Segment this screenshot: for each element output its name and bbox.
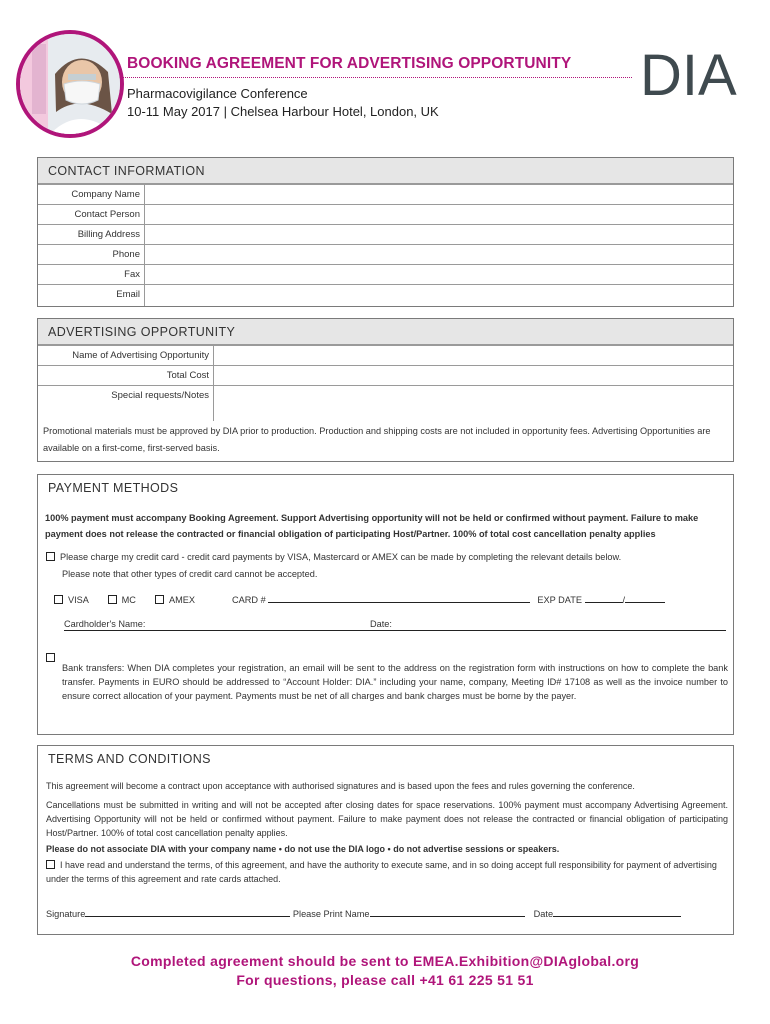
promotional-note: Promotional materials must be approved by DIA prior to production. Production and shipping costs are not included in opportunity fees. Advertising Opportunities are available on a first-come, first-served basis. <box>43 426 711 453</box>
agree-checkbox[interactable] <box>46 860 55 869</box>
contact-person-field[interactable] <box>145 205 733 224</box>
footer-email-line: Completed agreement should be sent to EMEA.Exhibition@DIAglobal.org <box>130 953 640 969</box>
exp-date-label: EXP DATE <box>537 595 582 605</box>
card-number-field[interactable] <box>268 592 530 603</box>
advertising-heading: ADVERTISING OPPORTUNITY <box>38 319 733 345</box>
agree-option <box>46 858 728 886</box>
advertising-section <box>37 318 734 462</box>
signature-label: Signature <box>46 909 86 919</box>
amex-checkbox[interactable] <box>155 595 164 604</box>
adv-row-cost <box>38 365 733 385</box>
credit-card-checkbox[interactable] <box>46 552 55 561</box>
visa-label: VISA <box>68 595 89 605</box>
cardholder-row <box>64 616 726 631</box>
footer-phone-line: For questions, please call +41 61 225 51 51 <box>236 972 534 988</box>
phone-field[interactable] <box>145 245 733 264</box>
payment-section <box>37 474 734 735</box>
fax-label: Fax <box>38 265 145 284</box>
contact-section <box>37 157 734 307</box>
signature-row <box>46 906 728 922</box>
special-requests-label: Special requests/Notes <box>38 386 214 421</box>
company-name-label: Company Name <box>38 185 145 204</box>
payment-bold-note: 100% payment must accompany Booking Agreement. Support Advertising opportunity will not be held or confirmed without payment. Failure to make payment does not release the contracted or financial obligation of participating Host/Partner. 100% of total cost cancellation penalty applies <box>45 513 699 539</box>
contact-person-label: Contact Person <box>38 205 145 224</box>
mc-checkbox[interactable] <box>108 595 117 604</box>
billing-address-label: Billing Address <box>38 225 145 244</box>
card-type-row <box>54 592 195 608</box>
phone-label: Phone <box>38 245 145 264</box>
contact-heading: CONTACT INFORMATION <box>38 158 733 184</box>
dia-logo <box>640 47 748 99</box>
person-with-mask-image <box>20 34 120 134</box>
cardholder-date-label: Date: <box>370 619 392 629</box>
conference-name: Pharmacovigilance Conference <box>127 86 308 101</box>
terms-paragraph-2: Cancellations must be submitted in writing and will not be accepted after closing dates for space reservations. 100% payment must accompany Advertising Agreement. Advertising Opportunity will not be held or confirmed without payment. Failure to make payment does not release the contracted or financial obligation of participating Host/Partner. 100% of total cost cancellation penalty applies. <box>46 800 728 838</box>
terms-heading: TERMS AND CONDITIONS <box>48 752 211 766</box>
opportunity-name-label: Name of Advertising Opportunity <box>38 346 214 365</box>
page-title: BOOKING AGREEMENT FOR ADVERTISING OPPORTUNITY <box>127 55 572 72</box>
bank-transfer-checkbox[interactable] <box>46 653 55 662</box>
cardholder-name-field[interactable] <box>194 616 394 630</box>
terms-date-label: Date <box>533 909 554 919</box>
adv-row-notes <box>38 385 733 421</box>
payment-heading: PAYMENT METHODS <box>48 481 179 495</box>
total-cost-label: Total Cost <box>38 366 214 385</box>
credit-card-note: Please note that other types of credit card cannot be accepted. <box>62 569 318 579</box>
email-label: Email <box>38 285 145 306</box>
mc-label: MC <box>121 595 136 605</box>
contact-row-email <box>38 284 733 305</box>
cardholder-name-label: Cardholder's Name: <box>64 619 146 629</box>
terms-section <box>37 745 734 935</box>
visa-checkbox[interactable] <box>54 595 63 604</box>
terms-paragraph-1: This agreement will become a contract upon acceptance with authorised signatures and is based upon the fees and rules governing the conference. <box>46 781 635 791</box>
exp-month-field[interactable] <box>585 592 623 603</box>
dia-logo-text: DIA <box>640 47 737 99</box>
total-cost-field[interactable] <box>214 366 733 385</box>
amex-label: AMEX <box>168 595 196 605</box>
adv-row-name <box>38 345 733 365</box>
terms-date-field[interactable] <box>553 906 681 917</box>
special-requests-field[interactable] <box>214 386 733 421</box>
signature-field[interactable] <box>85 906 290 917</box>
contact-row-fax <box>38 264 733 284</box>
header-photo <box>16 30 124 138</box>
fax-field[interactable] <box>145 265 733 284</box>
contact-row-company <box>38 184 733 204</box>
company-name-field[interactable] <box>145 185 733 204</box>
header-divider <box>120 77 632 78</box>
contact-row-person <box>38 204 733 224</box>
opportunity-name-field[interactable] <box>214 346 733 365</box>
print-name-label: Please Print Name <box>292 909 370 919</box>
credit-card-option <box>46 549 726 565</box>
exp-separator: / <box>622 595 626 605</box>
terms-paragraph-3: Please do not associate DIA with your company name • do not use the DIA logo • do not advertise sessions or speakers. <box>46 844 560 854</box>
print-name-field[interactable] <box>370 906 525 917</box>
cardholder-date-field[interactable] <box>404 616 724 630</box>
bank-transfer-option <box>46 647 728 703</box>
card-number-row <box>232 592 665 608</box>
bank-transfer-text: Bank transfers: When DIA completes your registration, an email will be sent to the address on the registration form with instructions on how to complete the bank transfer. Payments in EURO should be addressed to “Account Holder: DIA.” including your name, company, Meeting ID# 17108 as well as the invoice number to ensure correct allocation of your payment. Payments must be net of all charges and bank charges must be borne by the payer. <box>62 663 728 701</box>
agree-text: I have read and understand the terms, of this agreement, and have the authority to execute same, and in so doing accept full responsibility for payment of advertising under the terms of this agreement and rate cards attached. <box>46 860 717 884</box>
conference-date-venue: 10-11 May 2017 | Chelsea Harbour Hotel, London, UK <box>127 104 439 119</box>
billing-address-field[interactable] <box>145 225 733 244</box>
contact-row-billing <box>38 224 733 244</box>
exp-year-field[interactable] <box>622 592 665 605</box>
contact-row-phone <box>38 244 733 264</box>
credit-card-option-text: Please charge my credit card - credit card payments by VISA, Mastercard or AMEX can be made by completing the relevant details below. <box>60 552 622 562</box>
card-number-label: CARD # <box>232 595 266 605</box>
email-field[interactable] <box>145 285 733 304</box>
